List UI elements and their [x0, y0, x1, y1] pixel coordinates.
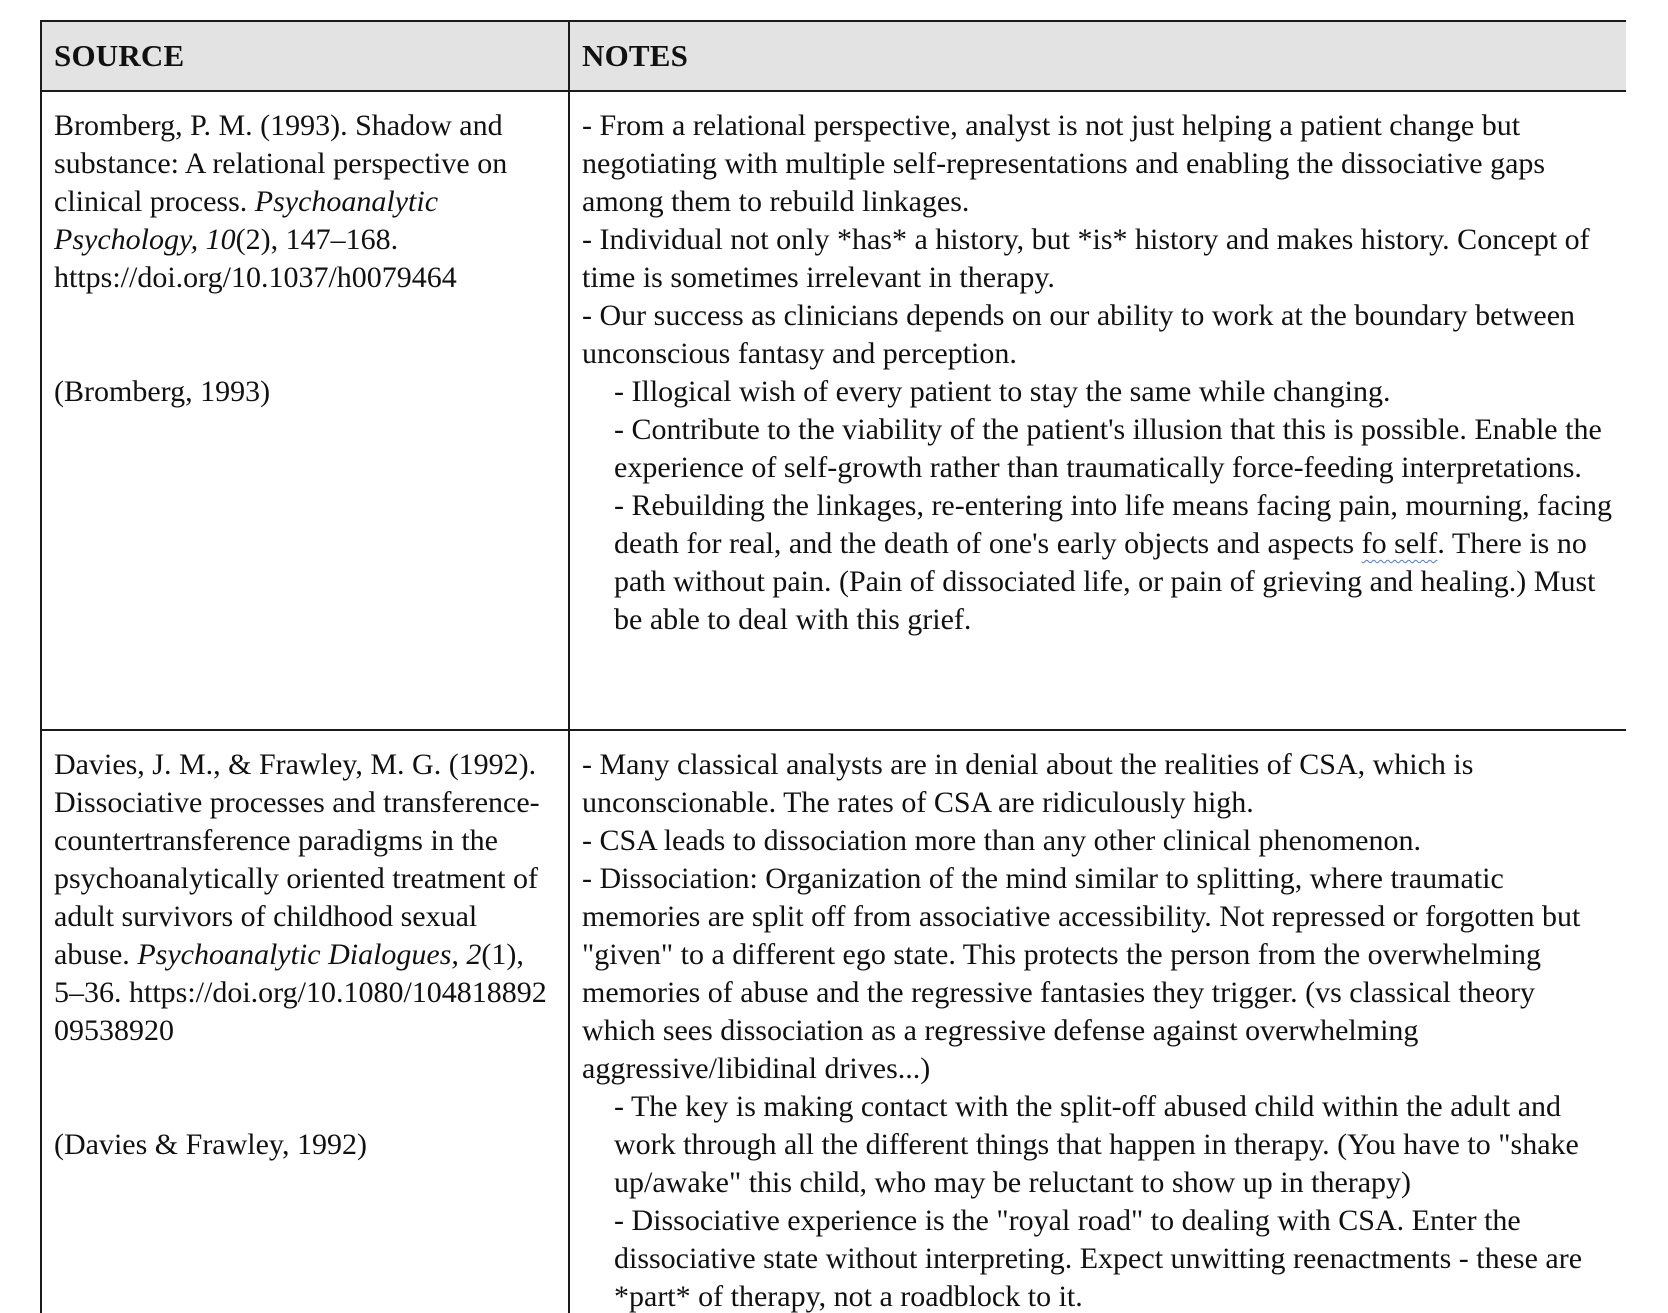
note-line: - Our success as clinicians depends on our ability to work at the boundary between unconscious fantasy and perception.	[582, 299, 1576, 370]
note-line: - Contribute to the viability of the patient's illusion that this is possible. Enable the experience of self-growth rather than traumatically force-feeding interpretations.	[614, 413, 1602, 484]
note-line: - Dissociation: Organization of the mind similar to splitting, where traumatic memories are split off from associative accessibility. Not repressed or forgotten but "given" to a different ego state. This protects the person from the overwhelming memories of abuse and the regressive fantasies they trigger. (vs classical theory which sees dissociation as a regressive defense against overwhelming aggressive/libidinal drives...)	[582, 862, 1581, 1085]
citation-text: Bromberg, P. M. (1993). Shadow and substance: A relational perspective on clinical process.	[54, 109, 508, 218]
note-text: . There is no path without pain. (Pain of dissociated life, or pain of grieving and healing.) Must be able to deal with this grief.	[614, 527, 1596, 636]
note-line: - Many classical analysts are in denial about the realities of CSA, which is unconscionable. The rates of CSA are ridiculously high.	[582, 748, 1474, 819]
in-text-citation: (Davies & Frawley, 1992)	[54, 1128, 367, 1161]
source-cell	[41, 730, 569, 1313]
note-line: - Dissociative experience is the "royal road" to dealing with CSA. Enter the dissociative state without interpreting. Expect unwitting reenactments - these are *part* of therapy, not a roadblock to it.	[614, 1204, 1583, 1313]
journal-name: Psychoanalytic Psychology, 10	[54, 185, 439, 256]
notes-cell	[569, 91, 1626, 730]
blank-line	[54, 297, 556, 373]
source-cell	[41, 91, 569, 730]
blank-line	[54, 1050, 556, 1126]
note-line: - Individual not only *has* a history, but *is* history and makes history. Concept of time is sometimes irrelevant in therapy.	[582, 223, 1590, 294]
table-row	[41, 91, 1626, 730]
source-notes-table	[40, 20, 1626, 1313]
in-text-citation: (Bromberg, 1993)	[54, 375, 271, 408]
spelling-error-highlight: fo self	[1361, 527, 1438, 560]
note-text: - Rebuilding the linkages, re-entering into life means facing pain, mourning, facing death for real, and the death of one's early objects and aspects	[614, 489, 1613, 560]
note-line: - CSA leads to dissociation more than any other clinical phenomenon.	[582, 824, 1421, 857]
notes-cell	[569, 730, 1626, 1313]
table-row	[41, 730, 1626, 1313]
citation-issue-pages: (2), 147–168.	[235, 223, 399, 256]
citation-text: Davies, J. M., & Frawley, M. G. (1992). Dissociative processes and transference-countertransference paradigms in the psychoanalytically oriented treatment of adult survivors of childhood sexual abuse.	[54, 748, 540, 971]
table-header-row	[41, 21, 1626, 91]
citation-issue-pages: (1), 5–36.	[54, 938, 524, 1009]
note-line: - The key is making contact with the split-off abused child within the adult and work through all the different things that happen in therapy. (You have to "shake up/awake" this child, who may be reluctant to show up in therapy)	[614, 1090, 1579, 1199]
reference-citation	[54, 746, 556, 1050]
journal-name: Psychoanalytic Dialogues, 2	[137, 938, 482, 971]
source-column-header: SOURCE	[41, 21, 569, 91]
note-line	[582, 487, 1614, 639]
document-page	[40, 20, 1626, 1313]
note-line: - From a relational perspective, analyst is not just helping a patient change but negotiating with multiple self-representations and enabling the dissociative gaps among them to rebuild linkages.	[582, 109, 1546, 218]
reference-citation	[54, 107, 556, 297]
note-line: - Illogical wish of every patient to stay the same while changing.	[614, 375, 1391, 408]
notes-column-header: NOTES	[569, 21, 1626, 91]
doi-link: https://doi.org/10.1037/h0079464	[54, 261, 457, 294]
doi-link: https://doi.org/10.1080/10481889209538920	[54, 976, 547, 1047]
